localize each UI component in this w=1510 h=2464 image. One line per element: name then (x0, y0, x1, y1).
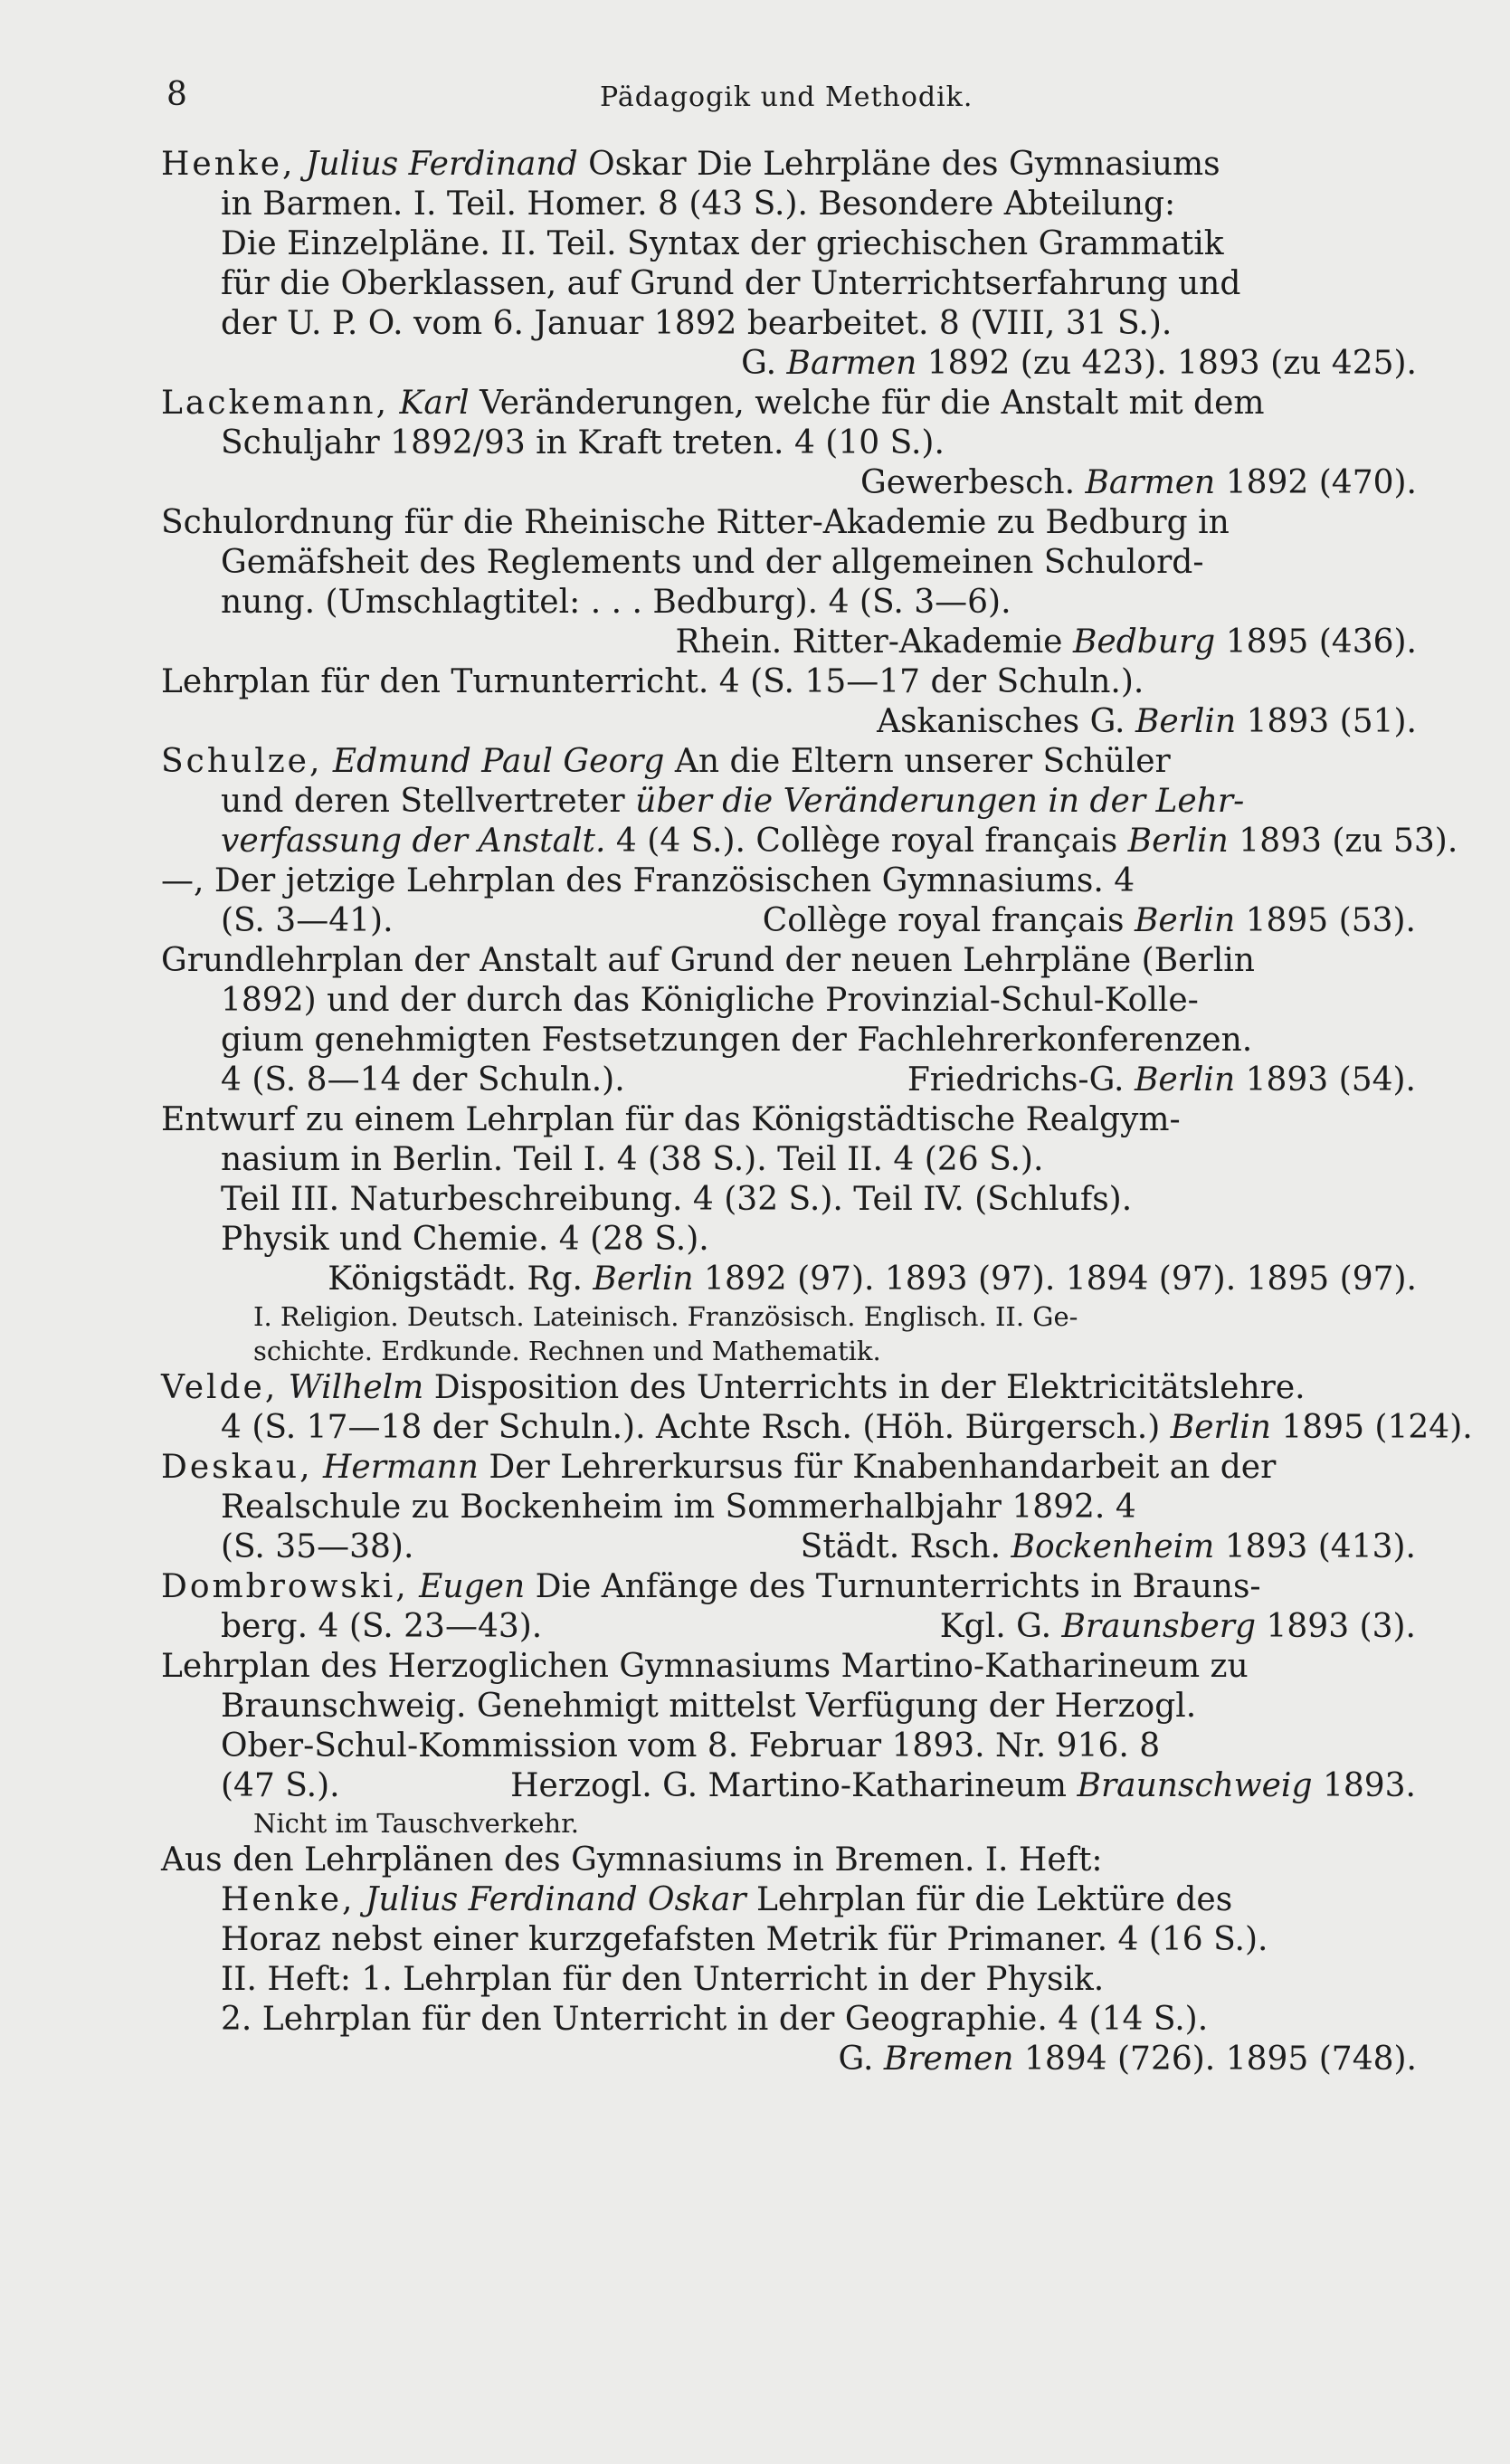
entry-line: 1892) und der durch das Königliche Provinzial-Schul-Kolle- (221, 982, 1199, 1019)
entry-line: 4 (S. 17—18 der Schuln.). Achte Rsch. (Höh. Bürgersch.) Berlin 1895 (124). (221, 1409, 1473, 1446)
entry-line: berg. 4 (S. 23—43). Kgl. G. Braunsberg 1893 (3). (221, 1608, 1416, 1645)
entry-line: Gemäfsheit des Reglements und der allgemeinen Schulord- (221, 544, 1204, 581)
entry-line: Henke, Julius Ferdinand Oskar Lehrplan für die Lektüre des (221, 1881, 1233, 1918)
entry-source: G. Bremen 1894 (726). 1895 (748). (838, 2041, 1417, 2078)
entry-line: verfassung der Anstalt. 4 (4 S.). Collège royal français Berlin 1893 (zu 53). (221, 823, 1458, 860)
entry-line: nasium in Berlin. Teil I. 4 (38 S.). Teil II. 4 (26 S.). (221, 1141, 1044, 1178)
entry-note: schichte. Erdkunde. Rechnen und Mathematik. (253, 1336, 881, 1366)
entry-bremen (0, 1841, 1510, 2079)
entry-line: Grundlehrplan der Anstalt auf Grund der neuen Lehrpläne (Berlin (161, 942, 1255, 979)
entry-line: Schulze, Edmund Paul Georg An die Eltern unserer Schüler (161, 743, 1171, 780)
page-header (0, 76, 1510, 121)
entry-line: gium genehmigten Festsetzungen der Fachlehrerkonferenzen. (221, 1022, 1253, 1059)
entry-lackemann (0, 384, 1510, 503)
entry-line: Teil III. Naturbeschreibung. 4 (32 S.). Teil IV. (Schlufs). (221, 1181, 1133, 1218)
entry-henke (0, 145, 1510, 384)
entry-turnunterricht (0, 662, 1510, 742)
entry-line: Realschule zu Bockenheim im Sommerhalbjahr 1892. 4 (221, 1489, 1136, 1526)
entry-source: G. Barmen 1892 (zu 423). 1893 (zu 425). (741, 345, 1417, 382)
entry-line: (S. 35—38). Städt. Rsch. Bockenheim 1893 (413). (221, 1528, 1416, 1565)
page-number: 8 (166, 76, 187, 113)
entry-grundlehrplan (0, 941, 1510, 1100)
entry-line: nung. (Umschlagtitel: . . . Bedburg). 4 (S. 3—6). (221, 584, 1011, 621)
entry-line: Die Einzelpläne. II. Teil. Syntax der griechischen Grammatik (221, 225, 1224, 262)
entry-line: Braunschweig. Genehmigt mittelst Verfügung der Herzogl. (221, 1688, 1197, 1725)
entry-line: (47 S.). Herzogl. G. Martino-Katharineum Braunschweig 1893. (221, 1767, 1416, 1804)
entry-line: (S. 3—41). Collège royal français Berlin 1895 (53). (221, 902, 1416, 939)
entry-line: für die Oberklassen, auf Grund der Unterrichtserfahrung und (221, 265, 1241, 302)
entry-line: II. Heft: 1. Lehrplan für den Unterricht in der Physik. (221, 1961, 1105, 1998)
entry-entwurf (0, 1100, 1510, 1368)
entry-line: Horaz nebst einer kurzgefafsten Metrik für Primaner. 4 (16 S.). (221, 1921, 1268, 1958)
entry-line: Entwurf zu einem Lehrplan für das Königstädtische Realgym- (161, 1101, 1181, 1138)
entry-line: Deskau, Hermann Der Lehrerkursus für Knabenhandarbeit an der (161, 1449, 1277, 1486)
entry-source: Askanisches G. Berlin 1893 (51). (877, 703, 1417, 740)
entry-line: Lehrplan für den Turnunterricht. 4 (S. 15—17 der Schuln.). (161, 663, 1144, 700)
entry-note: Nicht im Tauschverkehr. (253, 1808, 580, 1839)
entry-source: Rhein. Ritter-Akademie Bedburg 1895 (436). (675, 623, 1417, 661)
entry-line: Lackemann, Karl Veränderungen, welche für die Anstalt mit dem (161, 385, 1265, 422)
entry-line: Schulordnung für die Rheinische Ritter-Akademie zu Bedburg in (161, 504, 1230, 541)
entry-line: und deren Stellvertreter über die Veränderungen in der Lehr- (221, 783, 1245, 820)
entry-line: —, Der jetzige Lehrplan des Französischen Gymnasiums. 4 (161, 862, 1135, 899)
entry-line: Aus den Lehrplänen des Gymnasiums in Bremen. I. Heft: (161, 1841, 1103, 1879)
entry-note: I. Religion. Deutsch. Lateinisch. Französisch. Englisch. II. Ge- (253, 1301, 1078, 1332)
entry-line: Dombrowski, Eugen Die Anfänge des Turnunterrichts in Brauns- (161, 1568, 1261, 1605)
entry-velde (0, 1368, 1510, 1448)
entry-line: Schuljahr 1892/93 in Kraft treten. 4 (10 S.). (221, 424, 945, 461)
entry-deskau (0, 1448, 1510, 1567)
entry-line: 4 (S. 8—14 der Schuln.). Friedrichs-G. Berlin 1893 (54). (221, 1061, 1416, 1099)
entry-braunschweig (0, 1647, 1510, 1841)
entry-line: Velde, Wilhelm Disposition des Unterrichts in der Elektricitätslehre. (161, 1369, 1306, 1406)
entry-line: Henke, Julius Ferdinand Oskar Die Lehrpläne des Gymnasiums (161, 146, 1220, 183)
entry-dombrowski (0, 1567, 1510, 1647)
entry-source: Gewerbesch. Barmen 1892 (470). (860, 464, 1417, 501)
entry-line: der U. P. O. vom 6. Januar 1892 bearbeitet. 8 (VIII, 31 S.). (221, 305, 1173, 342)
entry-line: Physik und Chemie. 4 (28 S.). (221, 1221, 709, 1258)
running-title: Pädagogik und Methodik. (600, 81, 973, 113)
entry-line: in Barmen. I. Teil. Homer. 8 (43 S.). Besondere Abteilung: (221, 186, 1176, 223)
entry-line: Ober-Schul-Kommission vom 8. Februar 1893. Nr. 916. 8 (221, 1727, 1161, 1765)
entry-source: Königstädt. Rg. Berlin 1892 (97). 1893 (97). 1894 (97). 1895 (97). (328, 1261, 1417, 1298)
entry-schulordnung (0, 503, 1510, 662)
entry-schulze (0, 742, 1510, 941)
entry-line: Lehrplan des Herzoglichen Gymnasiums Martino-Katharineum zu (161, 1648, 1249, 1685)
bibliography (0, 145, 1510, 2079)
entry-line: 2. Lehrplan für den Unterricht in der Geographie. 4 (14 S.). (221, 2001, 1209, 2038)
